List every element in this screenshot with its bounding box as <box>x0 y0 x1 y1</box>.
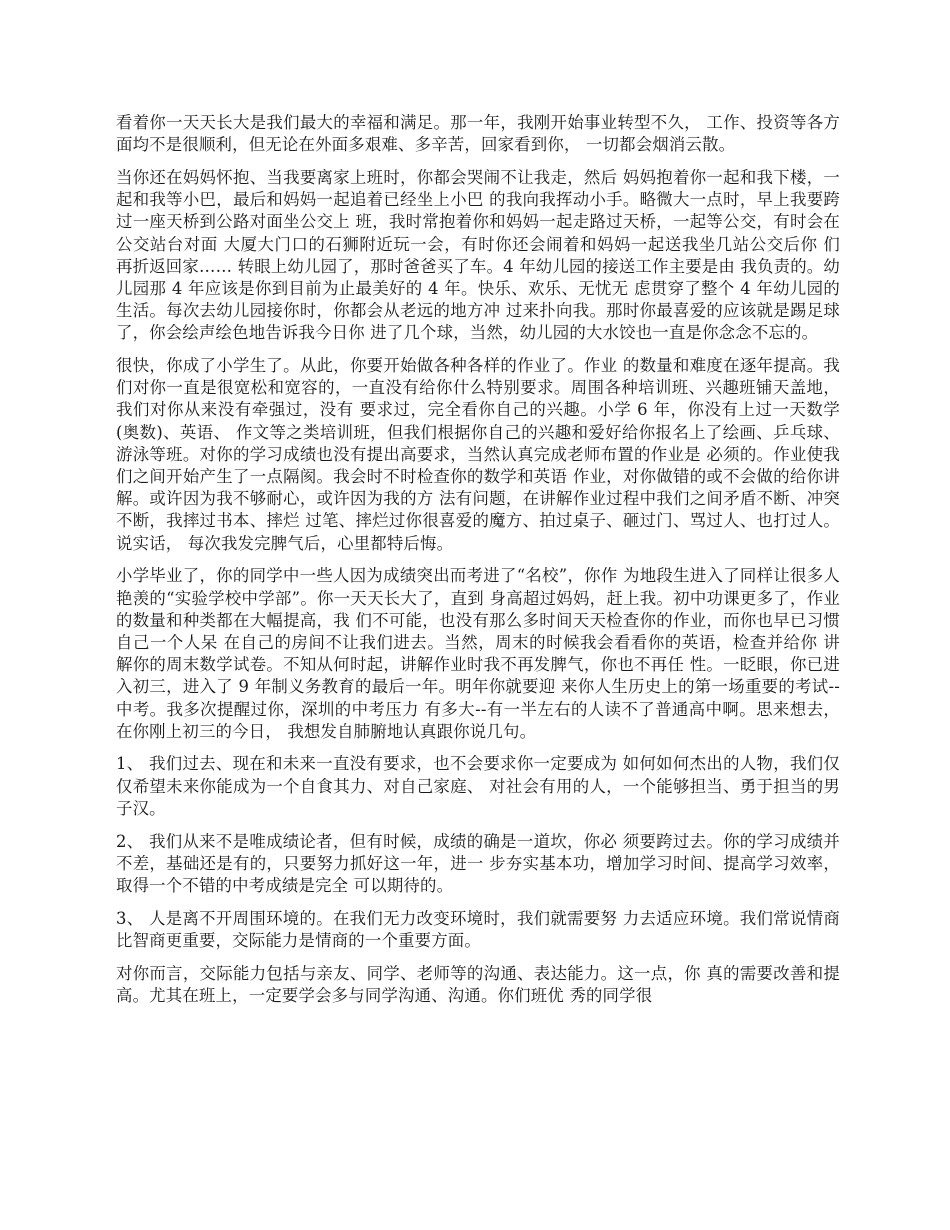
paragraph-8: 对你而言，交际能力包括与亲友、同学、老师等的沟通、表达能力。这一点，你 真的需要改善和提高。尤其在班上，一定要学会多与同学沟通、沟通。你们班优 秀的同学很 <box>116 963 840 1005</box>
paragraph-5: 1、 我们过去、现在和未来一直没有要求，也不会要求你一定要成为 如何如何杰出的人物，我们仅仅希望未来你能成为一个自食其力、对自己家庭、 对社会有用的人，一个能够担当、勇于担当的男子汉。 <box>116 754 840 818</box>
document-body <box>116 112 840 1018</box>
paragraph-4: 小学毕业了，你的同学中一些人因为成绩突出而考进了“名校”，你作 为地段生进入了同样让很多人艳羡的“实验学校中学部”。你一天天长大了，直到 身高超过妈妈，赶上我。初中功课更多了，作业的数量和种类都在大幅提高，我 们不可能，也没有那么多时间天天检查你的作业，而你也早已习惯自己一个人呆 在自己的房间不让我们进去。当然，周末的时候我会看看你的英语，检查并给你 讲解你的周末数学试卷。不知从何时起，讲解作业时我不再发脾气，你也不再任 性。一眨眼，你已进入初三，进入了 9 年制义务教育的最后一年。明年你就要迎 来你人生历史上的第一场重要的考试--中考。我多次提醒过你，深圳的中考压力 有多大--有一半左右的人读不了普通高中啊。思来想去，在你刚上初三的今日， 我想发自肺腑地认真跟你说几句。 <box>116 566 840 741</box>
paragraph-2: 当你还在妈妈怀抱、当我要离家上班时，你都会哭闹不让我走，然后 妈妈抱着你一起和我下楼，一起和我等小巴，最后和妈妈一起追着已经坐上小巴 的我向我挥动小手。略微大一点时，早上我要跨过一座天桥到公路对面坐公交上 班，我时常抱着你和妈妈一起走路过天桥，一起等公交，有时会在公交站台对面 大厦大门口的石狮附近玩一会，有时你还会闹着和妈妈一起送我坐几站公交后你 们再折返回家…… 转眼上幼儿园了，那时爸爸买了车。4 年幼儿园的接送工作主要是由 我负责的。幼儿园那 4 年应该是你到目前为止最美好的 4 年。快乐、欢乐、无忧无 虑贯穿了整个 4 年幼儿园的生活。每次去幼儿园接你时，你都会从老远的地方冲 过来扑向我。那时你最喜爱的应该就是踢足球了，你会绘声绘色地告诉我今日你 进了几个球，当然，幼儿园的大水饺也一直是你念念不忘的。 <box>116 167 840 343</box>
paragraph-6: 2、 我们从来不是唯成绩论者，但有时候，成绩的确是一道坎，你必 须要跨过去。你的学习成绩并不差，基础还是有的，只要努力抓好这一年，进一 步夯实基本功，增加学习时间、提高学习效率，取得一个不错的中考成绩是完全 可以期待的。 <box>116 831 840 895</box>
paragraph-3: 很快，你成了小学生了。从此，你要开始做各种各样的作业了。作业 的数量和难度在逐年提高。我们对你一直是很宽松和宽容的，一直没有给你什么特别要求。周围各种培训班、兴趣班铺天盖地，我们对你从来没有牵强过，没有 要求过，完全看你自己的兴趣。小学 6 年，你没有上过一天数学(奥数)、英语、 作文等之类培训班，但我们根据你自己的兴趣和爱好给你报名上了绘画、乒乓球、 游泳等班。对你的学习成绩也没有提出高要求，当然认真完成老师布置的作业是 必须的。作业使我们之间开始产生了一点隔阂。我会时不时检查你的数学和英语 作业，对你做错的或不会做的给你讲解。或许因为我不够耐心，或许因为我的方 法有问题，在讲解作业过程中我们之间矛盾不断、冲突不断，我摔过书本、摔烂 过笔、摔烂过你很喜爱的魔方、拍过桌子、砸过门、骂过人、也打过人。说实话， 每次我发完脾气后，心里都特后悔。 <box>116 356 840 553</box>
paragraph-1: 看着你一天天长大是我们最大的幸福和满足。那一年，我刚开始事业转型不久， 工作、投资等各方面均不是很顺利，但无论在外面多艰难、多辛苦，回家看到你， 一切都会烟消云散。 <box>116 113 840 155</box>
paragraph-7: 3、 人是离不开周围环境的。在我们无力改变环境时，我们就需要努 力去适应环境。我们常说情商比智商更重要，交际能力是情商的一个重要方面。 <box>116 908 840 950</box>
